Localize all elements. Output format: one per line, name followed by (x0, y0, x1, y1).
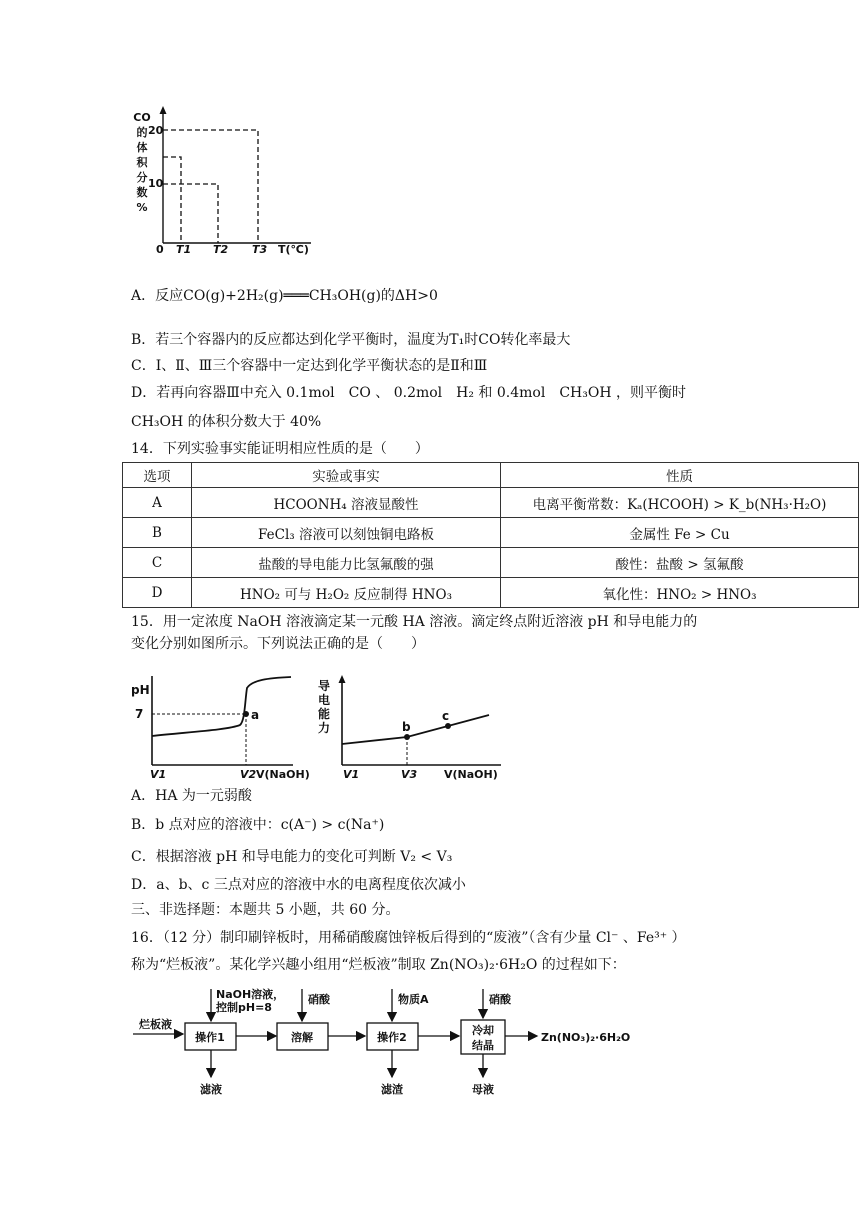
table-cell: C (123, 548, 192, 578)
q16-line1: 16．（12 分）制印刷锌板时，用稀硝酸腐蚀锌板后得到的“废液”（含有少量 Cl⁻ 、Fe³⁺ ） (131, 930, 686, 946)
ph-x-tick-v1: V1 (150, 768, 167, 781)
flow-input-label: 烂板液 (139, 1018, 172, 1031)
co-fraction-chart (125, 105, 315, 255)
conductivity-chart (316, 670, 506, 782)
q15-option-c: C．根据溶液 pH 和导电能力的变化可判断 V₂ < V₃ (131, 849, 453, 865)
q13-option-d-line1: D．若再向容器Ⅲ中充入 0.1mol CO 、 0.2mol H₂ 和 0.4mol CH₃OH ，则平衡时 (131, 385, 686, 401)
dashed-level-T2 (163, 184, 218, 243)
flow-top-input-4: 硝酸 (489, 993, 511, 1006)
ylabel-char: 力 (317, 721, 331, 735)
ylabel-char: 体 (136, 141, 148, 154)
table-header-row (123, 463, 859, 488)
ph-x-tick-v2: V2 (240, 768, 257, 781)
table-header: 实验或事实 (192, 463, 501, 488)
flow-top-input-3: 物质A (398, 993, 429, 1006)
table-row (123, 518, 859, 548)
q13-option-a: A．反应CO(g)+2H₂(g)═══CH₃OH(g)的ΔH>0 (131, 288, 438, 304)
ylabel-char: 数 (136, 186, 148, 199)
q16-line2: 称为“烂板液”。某化学兴趣小组用“烂板液”制取 Zn(NO₃)₂·6H₂O 的过程如下： (131, 957, 626, 973)
cond-x-tick-v3: V3 (401, 768, 418, 781)
flow-top-input-2: 硝酸 (308, 993, 330, 1006)
dashed-level-T3 (163, 130, 258, 243)
table-row (123, 578, 859, 608)
origin-label: 0 (156, 243, 164, 256)
table-header: 选项 (123, 463, 192, 488)
point-b (404, 734, 410, 740)
cond-ylabel (318, 678, 330, 735)
q13-option-c: C．Ⅰ、Ⅱ、Ⅲ三个容器中一定达到化学平衡状态的是Ⅱ和Ⅲ (131, 358, 488, 374)
q15-stem-line2: 变化分别如图所示。下列说法正确的是（ ） (131, 636, 425, 652)
x-axis-label: T(℃) (278, 243, 309, 256)
flow-product-label: Zn(NO₃)₂·6H₂O (541, 1031, 631, 1044)
table-row (123, 488, 859, 518)
ph-chart (128, 670, 310, 782)
ylabel-char: % (136, 201, 148, 214)
x-tick-T2: T2 (213, 243, 229, 256)
point-b-label: b (402, 720, 411, 734)
table-cell: HNO₂ 可与 H₂O₂ 反应制得 HNO₃ (192, 578, 501, 608)
point-c-label: c (442, 709, 450, 723)
q13-option-d-line2: CH₃OH 的体积分数大于 40% (131, 414, 322, 430)
y-tick-10: 10 (148, 177, 164, 190)
flow-output-3: 母液 (472, 1083, 494, 1096)
dashed-level-T1 (163, 157, 181, 243)
flow-box-crystallize-label-1: 冷却 (472, 1024, 494, 1037)
table-cell: A (123, 488, 192, 518)
section-3-heading: 三、非选择题：本题共 5 小题，共 60 分。 (131, 902, 400, 918)
flow-box-op1-label: 操作1 (195, 1031, 225, 1044)
x-tick-T1: T1 (176, 243, 192, 256)
ylabel-char: 分 (136, 171, 148, 184)
q14-table (122, 462, 859, 608)
point-c (445, 723, 451, 729)
table-row (123, 548, 859, 578)
point-a-label: a (251, 708, 260, 722)
flow-output-2: 滤渣 (381, 1083, 403, 1096)
q15-option-d: D．a、b、c 三点对应的溶液中水的电离程度依次减小 (131, 877, 466, 893)
flow-output-1: 滤液 (200, 1083, 222, 1096)
co-y-arrow (160, 106, 167, 114)
ylabel-char: 能 (317, 707, 331, 721)
cond-xlabel: V(NaOH) (444, 768, 498, 781)
q15-stem-line1: 15．用一定浓度 NaOH 溶液滴定某一元酸 HA 溶液。滴定终点附近溶液 pH 和导电能力的 (131, 614, 698, 630)
ylabel-char: 导 (317, 679, 331, 693)
table-cell: 盐酸的导电能力比氢氟酸的强 (192, 548, 501, 578)
table-cell: 金属性 Fe > Cu (501, 518, 859, 548)
cond-curve (342, 715, 489, 744)
table-cell: 酸性：盐酸 > 氢氟酸 (501, 548, 859, 578)
ph-curve (152, 677, 291, 736)
table-cell: 电离平衡常数：Kₐ(HCOOH) > K_b(NH₃·H₂O) (501, 488, 859, 518)
ylabel-char: 电 (317, 693, 331, 707)
flow-box-dissolve-label: 溶解 (291, 1031, 313, 1044)
y-tick-20: 20 (148, 124, 164, 137)
ylabel-char: CO (133, 111, 151, 124)
table-cell: D (123, 578, 192, 608)
ph-y-tick-7: 7 (135, 707, 144, 721)
ph-xlabel: V(NaOH) (256, 768, 310, 781)
table-cell: HCOONH₄ 溶液显酸性 (192, 488, 501, 518)
q15-option-b: B．b 点对应的溶液中：c(A⁻) > c(Na⁺) (131, 817, 385, 833)
x-tick-T3: T3 (252, 243, 268, 256)
ylabel-char: 的 (136, 126, 148, 139)
table-header: 性质 (501, 463, 859, 488)
table-cell: B (123, 518, 192, 548)
process-flow-diagram (125, 985, 645, 1100)
flow-box-crystallize-label-2: 结晶 (472, 1039, 494, 1052)
point-a (243, 711, 249, 717)
cond-y-arrow (339, 675, 346, 683)
table-cell: FeCl₃ 溶液可以刻蚀铜电路板 (192, 518, 501, 548)
flow-box-op2-label: 操作2 (377, 1031, 407, 1044)
ph-ylabel: pH (131, 683, 150, 697)
q14-stem: 14．下列实验事实能证明相应性质的是（ ） (131, 441, 429, 457)
cond-x-tick-v1: V1 (343, 768, 360, 781)
q15-option-a: A．HA 为一元弱酸 (131, 788, 252, 804)
flow-top-input-1b: 控制pH=8 (216, 1001, 272, 1014)
flow-top-input-1a: NaOH溶液， (216, 988, 285, 1001)
ylabel-char: 积 (136, 156, 148, 169)
q13-option-b: B．若三个容器内的反应都达到化学平衡时，温度为T₁时CO转化率最大 (131, 332, 571, 348)
table-cell: 氧化性：HNO₂ > HNO₃ (501, 578, 859, 608)
